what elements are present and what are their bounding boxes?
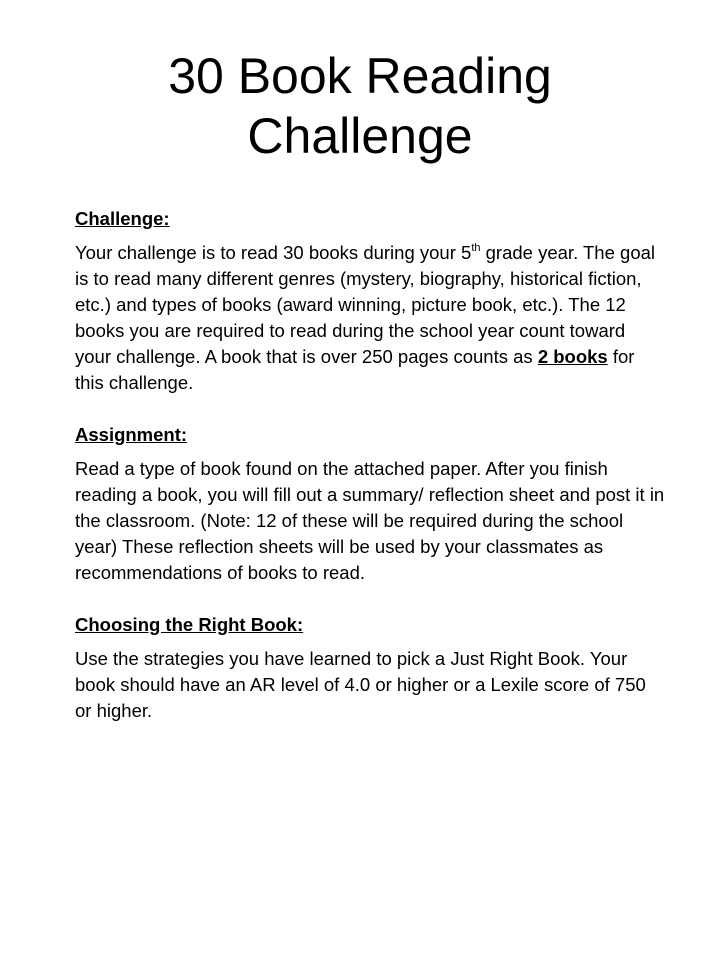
choosing-section <box>75 612 665 724</box>
page-title <box>0 46 720 166</box>
ordinal-suffix: th <box>471 241 481 254</box>
challenge-text-c: for this challenge. <box>75 346 635 393</box>
challenge-emphasis: 2 books <box>537 346 608 367</box>
choosing-paragraph: Use the strategies you have learned to pick a Just Right Book. Your book should have an AR level of 4.0 or higher or a Lexile score of 750 or higher. <box>75 648 646 721</box>
challenge-paragraph <box>75 240 665 396</box>
assignment-heading: Assignment: <box>75 424 188 445</box>
title-line-2: Challenge <box>247 108 473 164</box>
challenge-heading: Challenge: <box>75 208 170 229</box>
title-line-1: 30 Book Reading <box>168 48 552 104</box>
assignment-paragraph: Read a type of book found on the attached paper. After you finish reading a book, you will fill out a summary/ reflection sheet and post it in the classroom. (Note: 12 of these will be required during the school year) These reflection sheets will be used by your classmates as recommendations of books to read. <box>75 458 665 583</box>
challenge-text-b: grade year. The goal is to read many different genres (mystery, biography, historical fiction, etc.) and types of books (award winning, picture book, etc.). The 12 books you are required to read during the school year count toward your challenge. A book that is over 250 pages counts as <box>75 242 656 367</box>
document-body <box>75 206 665 750</box>
choosing-heading: Choosing the Right Book: <box>75 614 304 635</box>
assignment-section <box>75 422 665 586</box>
challenge-text-a: Your challenge is to read 30 books during your 5 <box>75 242 472 263</box>
challenge-section <box>75 206 665 396</box>
